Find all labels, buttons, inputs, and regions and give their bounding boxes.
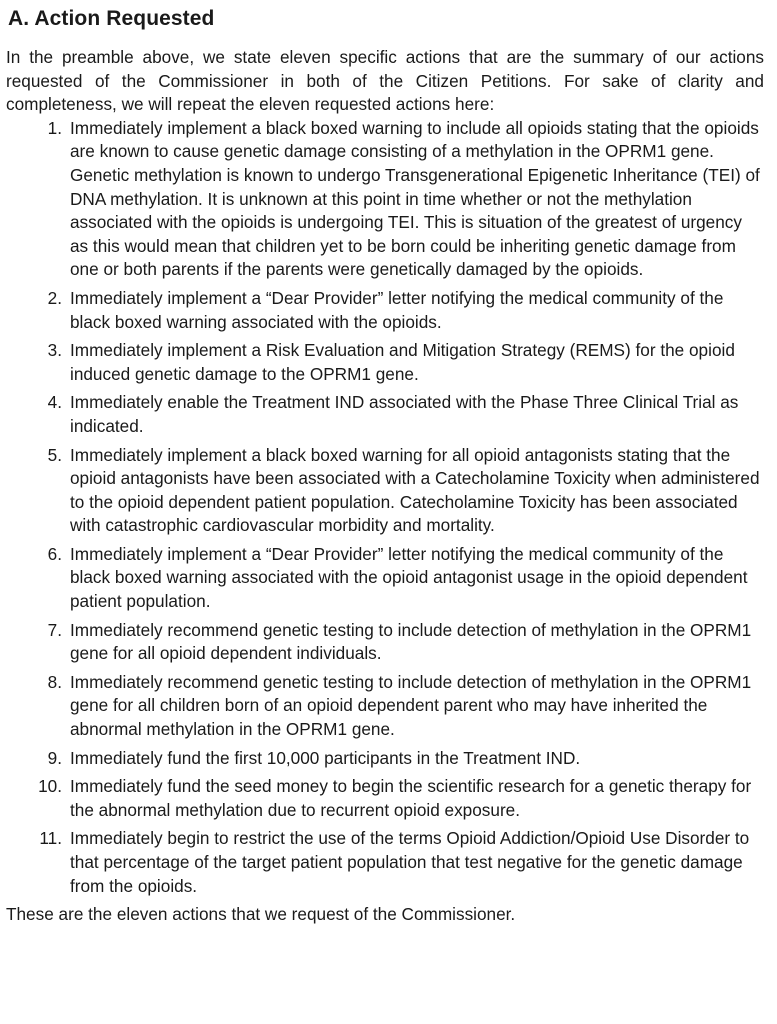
item-number: 8. bbox=[47, 671, 62, 692]
document-page bbox=[6, 6, 768, 927]
list-item bbox=[6, 827, 768, 898]
item-number: 4. bbox=[47, 392, 62, 413]
list-item bbox=[6, 671, 768, 742]
action-list bbox=[6, 117, 768, 898]
list-item bbox=[6, 391, 768, 438]
item-text: Immediately begin to restrict the use of the terms Opioid Addiction/Opioid Use Disorder to that percentage of the target patient population that test negative for the genetic damage from the opioids. bbox=[70, 828, 750, 896]
item-text: Immediately recommend genetic testing to include detection of methylation in the OPRM1 gene for all opioid dependent individuals. bbox=[70, 619, 752, 664]
item-number: 6. bbox=[47, 543, 62, 564]
item-number: 1. bbox=[47, 117, 62, 138]
item-text: Immediately fund the seed money to begin the scientific research for a genetic therapy for the abnormal methylation due to recurrent opioid exposure. bbox=[70, 776, 752, 820]
item-number: 7. bbox=[47, 619, 62, 640]
item-number: 9. bbox=[47, 747, 62, 768]
item-text: Immediately implement a “Dear Provider” letter notifying the medical community of the black boxed warning associated with the opioid antagonist usage in the opioid dependent patient population. bbox=[70, 543, 748, 612]
item-number: 11. bbox=[39, 828, 62, 849]
list-item bbox=[6, 287, 768, 334]
closing-paragraph: These are the eleven actions that we request of the Commissioner. bbox=[6, 904, 516, 925]
list-item bbox=[6, 444, 768, 538]
item-number: 5. bbox=[47, 444, 62, 465]
list-item bbox=[6, 339, 768, 386]
list-item bbox=[6, 775, 768, 822]
item-number: 3. bbox=[47, 340, 62, 361]
item-text: Immediately implement a black boxed warning to include all opioids stating that the opioids are known to cause genetic damage consisting of a methylation in the OPRM1 gene. Genetic methylation is known to undergo Transgenerational Epigenetic Inheritance (TEI) of DNA methylation. It is unknown at this point in time whether or not the methylation associated with the opioids is undergoing TEI. This is situation of the greatest of urgency as this would mean that children yet to be born could be inheriting genetic damage from one or both parents if the parents were genetically damaged by the opioids. bbox=[70, 117, 760, 280]
item-text: Immediately enable the Treatment IND associated with the Phase Three Clinical Trial as indicated. bbox=[70, 392, 739, 436]
section-heading: A. Action Requested bbox=[8, 7, 215, 30]
list-item bbox=[6, 619, 768, 666]
item-number: 10. bbox=[38, 776, 62, 797]
item-number: 2. bbox=[47, 287, 62, 308]
list-item bbox=[6, 747, 768, 771]
item-text: Immediately fund the first 10,000 participants in the Treatment IND. bbox=[70, 747, 581, 768]
list-item bbox=[6, 543, 768, 614]
list-item bbox=[6, 117, 768, 282]
item-text: Immediately implement a Risk Evaluation and Mitigation Strategy (REMS) for the opioid induced genetic damage to the OPRM1 gene. bbox=[70, 340, 735, 384]
item-text: Immediately recommend genetic testing to include detection of methylation in the OPRM1 gene for all children born of an opioid dependent parent who may have inherited the abnormal methylation in the OPRM1 gene. bbox=[70, 671, 752, 740]
item-text: Immediately implement a black boxed warning for all opioid antagonists stating that the opioid antagonists have been associated with a Catecholamine Toxicity when administered to the opioid dependent patient population. Catecholamine Toxicity has been associated with catastrophic cardiovascular morbidity and mortality. bbox=[70, 444, 760, 536]
item-text: Immediately implement a “Dear Provider” letter notifying the medical community of the black boxed warning associated with the opioids. bbox=[70, 287, 724, 332]
intro-paragraph: In the preamble above, we state eleven specific actions that are the summary of our actions requested of the Commissioner in both of the Citizen Petitions. For sake of clarity and completeness, we will repeat the eleven requested actions here: bbox=[6, 47, 764, 115]
